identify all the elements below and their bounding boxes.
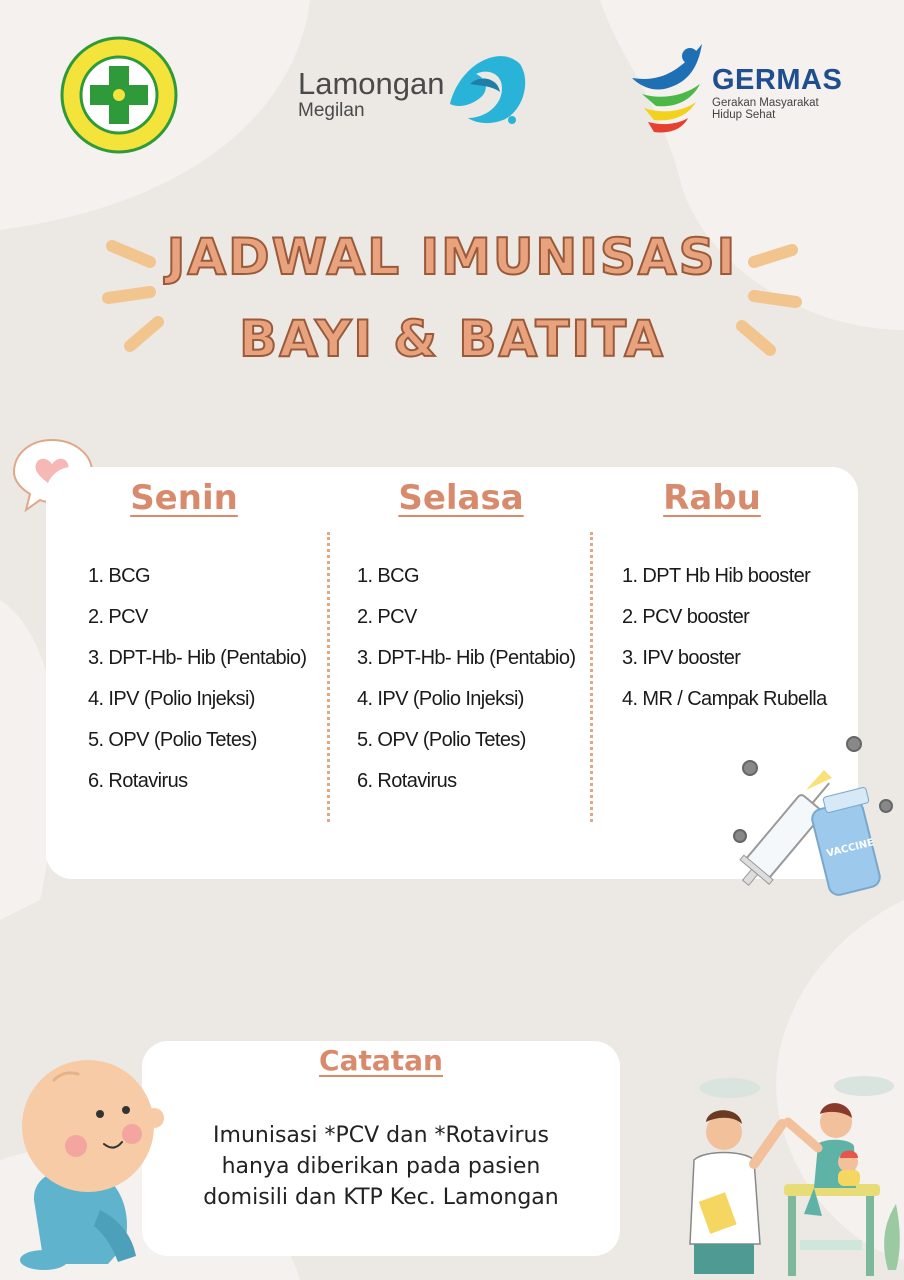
list-item: 3. DPT-Hb- Hib (Pentabio) xyxy=(88,647,307,669)
lamongan-logo xyxy=(298,66,445,122)
vaccine-list-selasa xyxy=(357,560,575,806)
vaccine-syringe-illustration xyxy=(728,730,898,906)
note-line: domisili dan KTP Kec. Lamongan xyxy=(203,1185,559,1210)
list-item: 4. IPV (Polio Injeksi) xyxy=(88,688,255,710)
list-item: 1. DPT Hb Hib booster xyxy=(622,565,811,587)
note-line: hanya diberikan pada pasien xyxy=(221,1154,541,1179)
note-text xyxy=(142,1120,620,1213)
germas-tagline-2: Hidup Sehat xyxy=(712,109,776,121)
germas-name: GERMAS xyxy=(712,64,843,96)
column-divider xyxy=(327,532,330,822)
list-item: 2. PCV xyxy=(357,606,417,628)
column-divider xyxy=(590,532,593,822)
list-item: 3. IPV booster xyxy=(622,647,741,669)
day-heading-rabu: Rabu xyxy=(663,478,761,518)
day-heading-senin: Senin xyxy=(130,478,238,518)
note-line: Imunisasi *PCV dan *Rotavirus xyxy=(213,1123,549,1148)
vaccine-label: VACCINE xyxy=(825,837,876,860)
vaccine-list-senin xyxy=(88,560,306,806)
note-heading: Catatan xyxy=(319,1044,443,1077)
day-heading-selasa: Selasa xyxy=(398,478,524,518)
list-item: 2. PCV booster xyxy=(622,606,750,628)
list-item: 4. MR / Campak Rubella xyxy=(622,688,827,710)
list-item: 5. OPV (Polio Tetes) xyxy=(88,729,257,751)
title-line-1: JADWAL IMUNISASI xyxy=(166,228,738,286)
title-line-2: BAYI & BATITA xyxy=(239,310,665,368)
list-item: 3. DPT-Hb- Hib (Pentabio) xyxy=(357,647,576,669)
list-item: 4. IPV (Polio Injeksi) xyxy=(357,688,524,710)
lamongan-name: Lamongan xyxy=(298,66,445,101)
list-item: 5. OPV (Polio Tetes) xyxy=(357,729,526,751)
baby-illustration xyxy=(4,1050,164,1272)
puskesmas-logo xyxy=(60,36,178,154)
germas-text xyxy=(712,64,842,121)
vaccine-list-rabu xyxy=(622,560,827,724)
list-item: 6. Rotavirus xyxy=(88,770,188,792)
list-item: 2. PCV xyxy=(88,606,148,628)
list-item: 6. Rotavirus xyxy=(357,770,457,792)
list-item: 1. BCG xyxy=(357,565,419,587)
doctor-patient-illustration xyxy=(664,1064,904,1276)
lamongan-wave-icon xyxy=(440,44,532,128)
germas-figure-icon xyxy=(628,38,716,136)
lamongan-tagline: Megilan xyxy=(298,100,365,121)
germas-tagline-1: Gerakan Masyarakat xyxy=(712,97,819,109)
list-item: 1. BCG xyxy=(88,565,150,587)
